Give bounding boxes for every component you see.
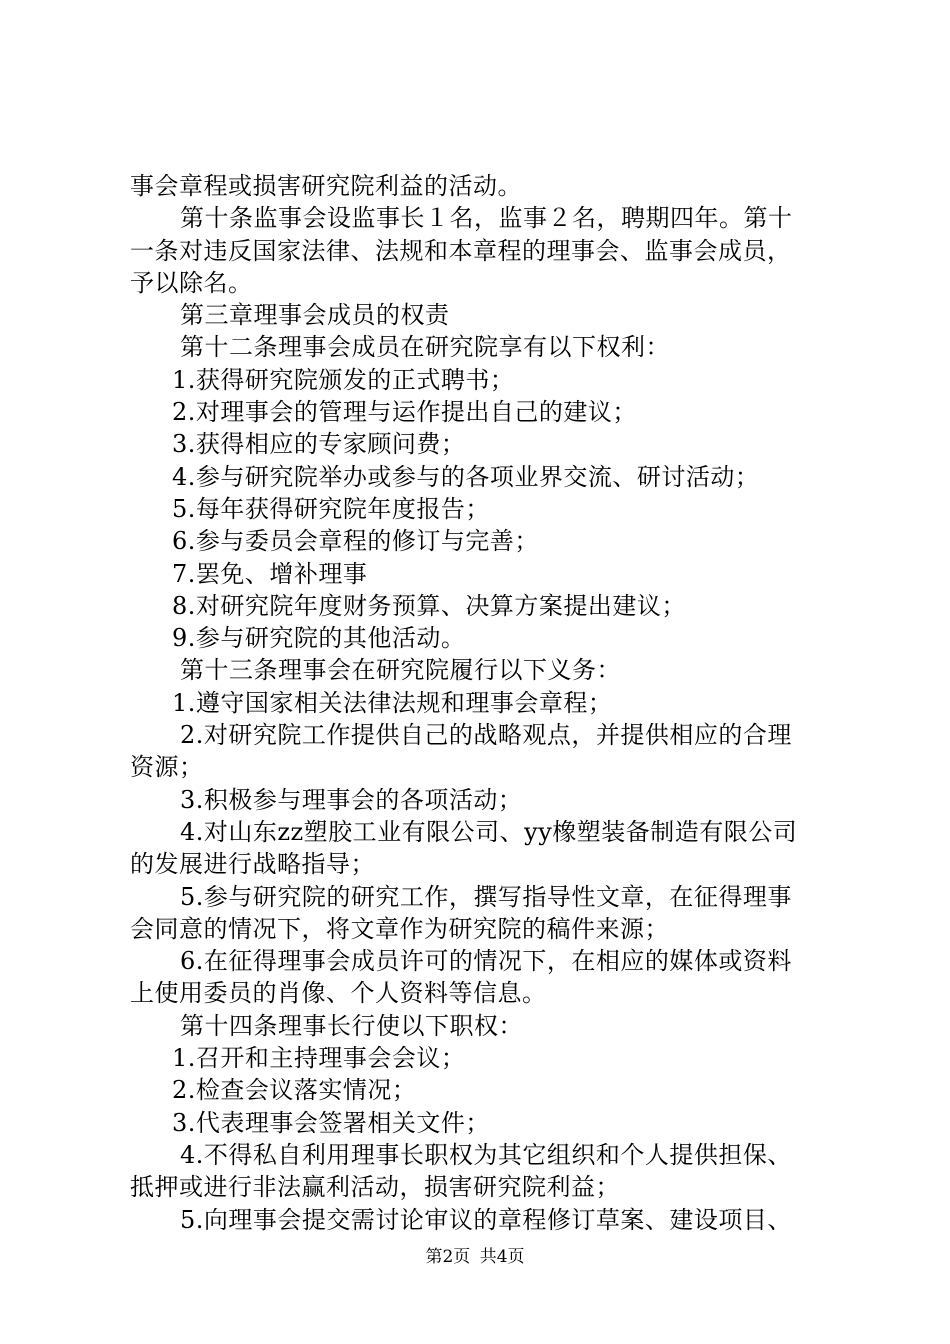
- text-line: 2.对研究院工作提供自己的战略观点，并提供相应的合理: [180, 721, 792, 750]
- text-line: 1.遵守国家相关法律法规和理事会章程；: [172, 688, 613, 717]
- text-line: 3.积极参与理事会的各项活动；: [180, 785, 523, 814]
- text-line: 第十二条理事会成员在研究院享有以下权利：: [180, 333, 670, 362]
- text-line: 5.向理事会提交需讨论审议的章程修订草案、建设项目、: [180, 1205, 792, 1234]
- text-line: 第三章理事会成员的权责: [180, 301, 450, 330]
- text-line: 5.参与研究院的研究工作，撰写指导性文章，在征得理事: [180, 882, 792, 911]
- text-line: 5.每年获得研究院年度报告；: [172, 494, 490, 523]
- text-line: 3.代表理事会签署相关文件；: [172, 1108, 490, 1137]
- text-line: 9.参与研究院的其他活动。: [172, 624, 466, 653]
- text-line: 1.召开和主持理事会会议；: [172, 1044, 466, 1073]
- text-line: 7.罢免、增补理事: [172, 559, 368, 588]
- text-line: 3.获得相应的专家顾问费；: [172, 430, 466, 459]
- text-line: 予以除名。: [130, 268, 253, 297]
- text-line: 的发展进行战略指导；: [130, 850, 375, 879]
- text-line: 6.在征得理事会成员许可的情况下，在相应的媒体或资料: [180, 947, 792, 976]
- text-line: 第十三条理事会在研究院履行以下义务：: [180, 656, 621, 685]
- page-total: 共4页: [479, 1247, 525, 1267]
- text-line: 第十四条理事长行使以下职权：: [180, 1011, 523, 1040]
- text-line: 事会章程或损害研究院利益的活动。: [130, 172, 522, 200]
- text-line: 抵押或进行非法赢利活动，损害研究院利益；: [130, 1173, 620, 1202]
- text-line: 会同意的情况下，将文章作为研究院的稿件来源；: [130, 914, 669, 943]
- page-footer: [0, 1247, 950, 1267]
- text-line: 资源；: [130, 753, 204, 782]
- text-line: 上使用委员的肖像、个人资料等信息。: [130, 979, 547, 1008]
- text-line: 8.对研究院年度财务预算、决算方案提出建议；: [172, 591, 686, 620]
- text-line: 一条对违反国家法律、法规和本章程的理事会、监事会成员，: [130, 236, 792, 265]
- text-line: 第十条监事会设监事长１名，监事２名，聘期四年。第十: [180, 204, 793, 233]
- document-body: [130, 170, 840, 1236]
- text-line: 4.不得私自利用理事长职权为其它组织和个人提供担保、: [180, 1140, 792, 1169]
- page-number: 第2页: [425, 1247, 471, 1267]
- text-line: 4.对山东zz塑胶工业有限公司、yy橡塑装备制造有限公司: [180, 817, 798, 846]
- text-line: 6.参与委员会章程的修订与完善；: [172, 527, 539, 556]
- text-line: 1.获得研究院颁发的正式聘书；: [172, 365, 515, 394]
- text-line: 2.检查会议落实情况；: [172, 1076, 417, 1105]
- text-line: 2.对理事会的管理与运作提出自己的建议；: [172, 398, 637, 427]
- text-line: 4.参与研究院举办或参与的各项业界交流、研讨活动；: [172, 462, 760, 491]
